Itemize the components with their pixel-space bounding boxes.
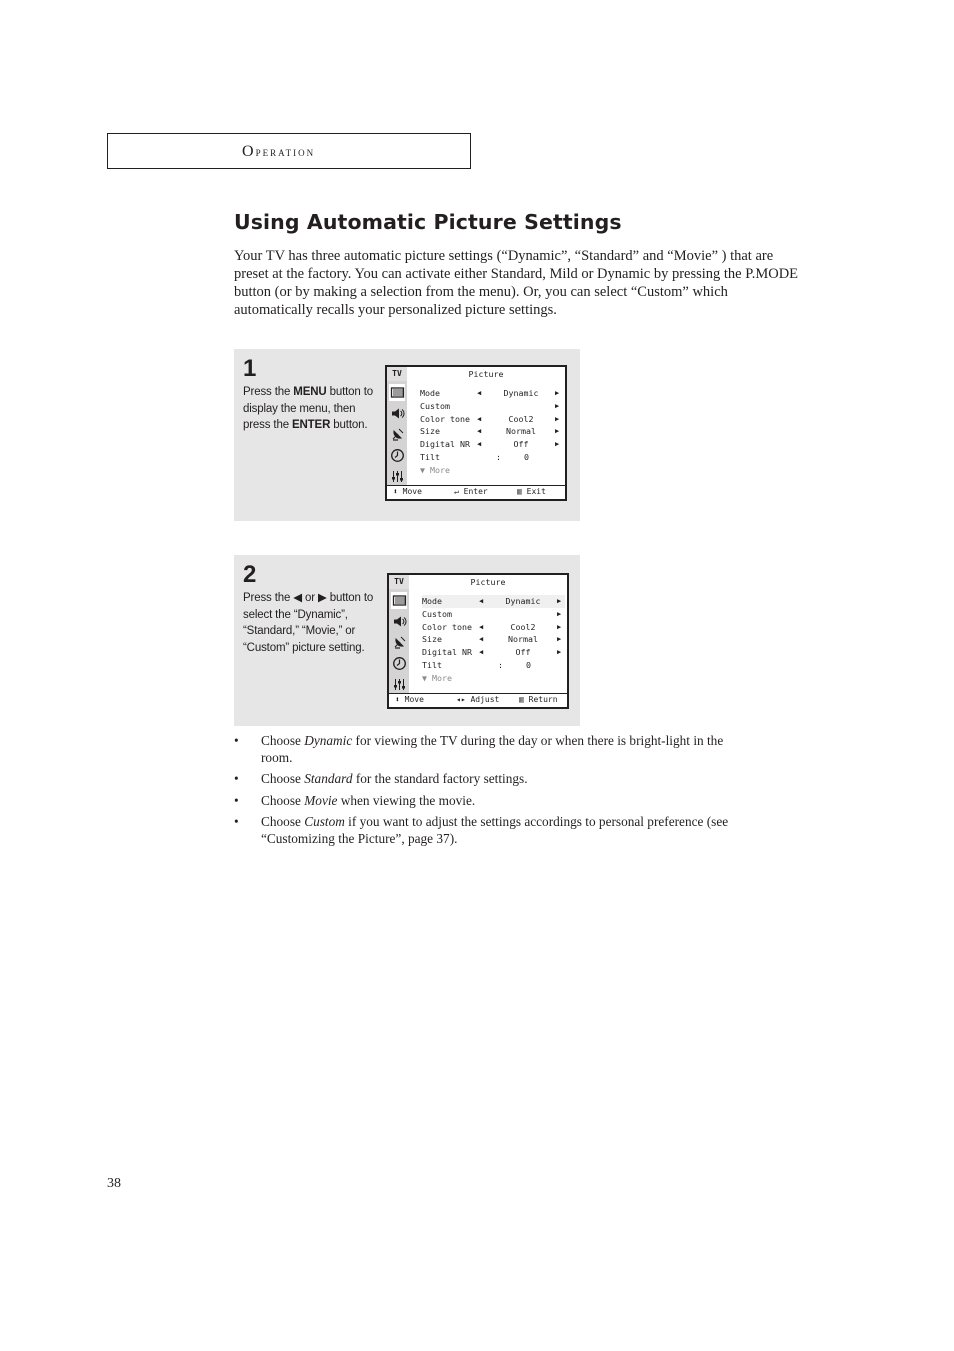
osd-row-more[interactable]: ▼ More — [420, 464, 450, 475]
section-header-box — [107, 133, 471, 169]
right-arrow-icon: ▶ — [555, 389, 560, 397]
osd-sidebar — [387, 381, 407, 486]
left-arrow-icon: ◀ — [477, 427, 482, 436]
intro-paragraph: Your TV has three automatic picture settings (“Dynamic”, “Standard” and “Movie” ) that are preset at the factory. You can activate either Standard, Mild or Dynamic by pressing the P.MODE button (or by making a selection from the menu). Or, you can select “Custom” which automatically recalls your personalized picture settings. — [234, 248, 799, 318]
tv-osd-menu — [387, 573, 569, 709]
left-arrow-icon: ◀ — [477, 440, 482, 449]
osd-row-size[interactable]: Size ◀ Normal ▶ — [422, 634, 562, 645]
osd-row-tilt[interactable]: Tilt : 0 — [420, 451, 529, 462]
step-instruction: Press the ◀ or ▶ button to select the “Dynamic”, “Standard,” “Movie,” or “Custom” picture setting. — [243, 592, 374, 654]
osd-move-hint: ⬍ Move — [393, 487, 422, 496]
right-arrow-icon: ▶ — [557, 635, 562, 644]
list-item: • Choose Custom if you want to adjust the settings accordings to personal preference (see “Customizing the Picture”, page 37). — [234, 813, 729, 846]
osd-tv-tab: TV — [389, 575, 409, 589]
channel-icon — [391, 634, 407, 651]
osd-exit-hint: ▥ Exit — [517, 487, 546, 496]
setup-icon — [391, 676, 407, 693]
osd-row-more[interactable]: ▼ More — [422, 672, 452, 683]
timer-icon — [391, 655, 407, 672]
osd-row-color-tone[interactable]: Color tone ◀ Cool2 ▶ — [422, 621, 562, 632]
list-item: • Choose Dynamic for viewing the TV during the day or when there is bright-light in the room. — [234, 733, 724, 765]
right-arrow-icon: ▶ — [555, 401, 560, 410]
osd-footer — [389, 693, 567, 707]
osd-row-custom[interactable]: Custom ▶ — [420, 400, 560, 411]
menu-key: MENU — [293, 386, 327, 398]
picture-icon — [389, 384, 405, 401]
left-arrow-icon: ◀ — [479, 648, 484, 657]
osd-sidebar — [389, 589, 409, 694]
timer-icon — [389, 447, 405, 464]
osd-row-mode[interactable]: Mode ◀ Dynamic ▶ — [420, 388, 560, 398]
step-number: 1 — [243, 355, 257, 382]
left-arrow-icon: ◀ — [479, 622, 484, 631]
step-2-panel — [234, 555, 580, 726]
osd-adjust-hint: ◂▸ Adjust — [456, 695, 500, 704]
osd-row-digital-nr[interactable]: Digital NR ◀ Off ▶ — [422, 647, 562, 658]
osd-row-size[interactable]: Size ◀ Normal ▶ — [420, 426, 560, 437]
tv-osd-menu — [385, 365, 567, 501]
osd-rows — [422, 595, 565, 685]
list-item: • Choose Standard for the standard factory settings. — [234, 771, 528, 787]
osd-enter-hint: ↵ Enter — [454, 487, 488, 496]
right-arrow-icon: ▶ — [557, 622, 562, 631]
list-item: • Choose Movie when viewing the movie. — [234, 792, 476, 808]
osd-row-custom[interactable]: Custom ▶ — [422, 608, 562, 619]
picture-icon — [391, 592, 407, 609]
step-instruction: Press the MENU button to display the menu, then press the ENTER button. — [243, 386, 374, 431]
right-arrow-icon: ▶ — [557, 609, 562, 618]
step-number: 2 — [243, 561, 257, 588]
setup-icon — [389, 468, 405, 485]
left-arrow-icon: ◀ — [477, 389, 482, 397]
mode-bullet-list — [234, 732, 734, 851]
right-arrow-icon: ▶ — [555, 440, 560, 449]
osd-move-hint: ⬍ Move — [395, 695, 424, 704]
osd-return-hint: ▥ Return — [519, 695, 558, 704]
osd-footer — [387, 485, 565, 499]
left-arrow-icon: ◀ — [479, 597, 484, 605]
section-label: Operation — [242, 143, 316, 160]
step-1-panel — [234, 349, 580, 521]
channel-icon — [389, 426, 405, 443]
sound-icon — [389, 405, 405, 422]
osd-row-mode[interactable]: Mode ◀ Dynamic ▶ — [422, 595, 565, 608]
right-arrow-icon: ▶ — [557, 648, 562, 657]
osd-row-digital-nr[interactable]: Digital NR ◀ Off ▶ — [420, 439, 560, 450]
right-arrow-icon: ▶ — [557, 597, 562, 605]
osd-title: Picture — [468, 369, 504, 379]
enter-key: ENTER — [292, 419, 331, 431]
sound-icon — [391, 613, 407, 630]
left-arrow-icon: ◀ — [477, 414, 482, 423]
right-arrow-icon: ▶ — [555, 427, 560, 436]
osd-tv-tab: TV — [387, 367, 407, 381]
left-arrow-icon: ◀ — [479, 635, 484, 644]
page-number: 38 — [107, 1176, 121, 1191]
right-arrow-icon: ▶ — [555, 414, 560, 423]
page-title: Using Automatic Picture Settings — [234, 210, 622, 234]
osd-title: Picture — [470, 577, 506, 587]
osd-rows — [420, 387, 563, 477]
osd-row-color-tone[interactable]: Color tone ◀ Cool2 ▶ — [420, 413, 560, 424]
osd-row-tilt[interactable]: Tilt : 0 — [422, 659, 531, 670]
